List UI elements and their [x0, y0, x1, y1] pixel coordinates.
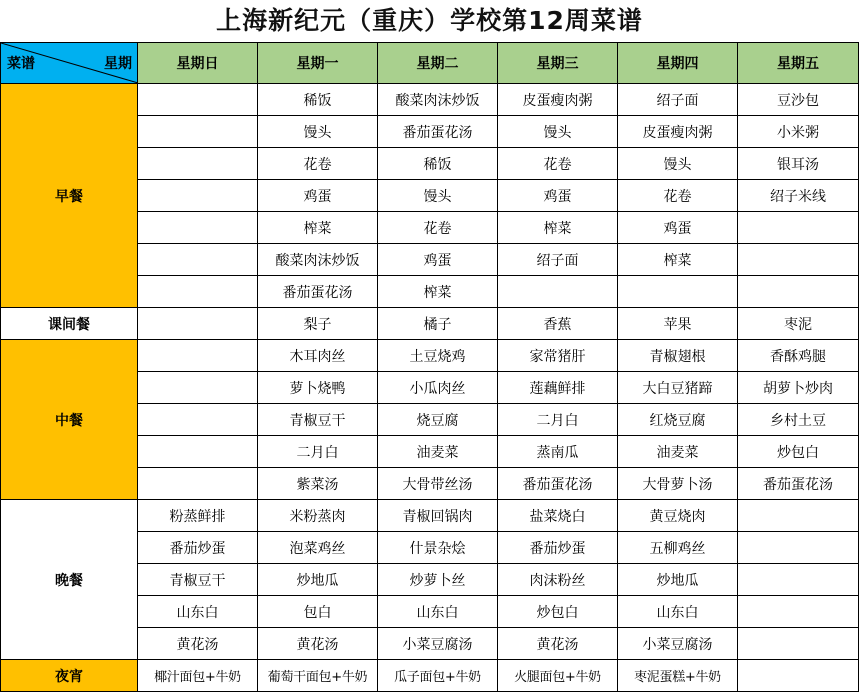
dish-cell: 葡萄干面包+牛奶	[258, 660, 378, 692]
dish-cell	[618, 276, 738, 308]
dish-cell: 鸡蛋	[258, 180, 378, 212]
dish-cell: 番茄蛋花汤	[258, 276, 378, 308]
dish-cell	[138, 308, 258, 340]
dish-cell	[138, 404, 258, 436]
dish-cell: 鸡蛋	[618, 212, 738, 244]
dish-cell	[138, 212, 258, 244]
dish-cell: 什景杂烩	[378, 532, 498, 564]
dish-cell: 番茄蛋花汤	[378, 116, 498, 148]
dish-cell: 酸菜肉沫炒饭	[378, 84, 498, 116]
day-header-tuesday: 星期二	[378, 43, 498, 84]
dish-cell: 泡菜鸡丝	[258, 532, 378, 564]
dish-cell: 馒头	[618, 148, 738, 180]
dish-cell: 紫菜汤	[258, 468, 378, 500]
page-title: 上海新纪元（重庆）学校第12周菜谱	[216, 6, 643, 35]
dish-cell: 绍子面	[498, 244, 618, 276]
dish-cell: 花卷	[258, 148, 378, 180]
dish-cell: 粉蒸鲜排	[138, 500, 258, 532]
dish-cell	[138, 84, 258, 116]
dish-cell: 炒地瓜	[258, 564, 378, 596]
dish-cell: 青椒翅根	[618, 340, 738, 372]
dish-cell: 土豆烧鸡	[378, 340, 498, 372]
dish-cell: 花卷	[618, 180, 738, 212]
dish-cell: 鸡蛋	[498, 180, 618, 212]
dish-cell: 青椒回锅肉	[378, 500, 498, 532]
dish-cell	[738, 628, 859, 660]
dish-cell: 大骨萝卜汤	[618, 468, 738, 500]
dish-cell: 榨菜	[618, 244, 738, 276]
menu-row	[1, 84, 859, 116]
dish-cell: 馒头	[378, 180, 498, 212]
dish-cell: 二月白	[498, 404, 618, 436]
dish-cell: 稀饭	[378, 148, 498, 180]
dish-cell: 青椒豆干	[138, 564, 258, 596]
meal-label-dinner: 晚餐	[1, 500, 138, 660]
dish-cell: 绍子面	[618, 84, 738, 116]
dish-cell: 小瓜肉丝	[378, 372, 498, 404]
dish-cell: 皮蛋瘦肉粥	[618, 116, 738, 148]
dish-cell: 椰汁面包+牛奶	[138, 660, 258, 692]
dish-cell: 小菜豆腐汤	[378, 628, 498, 660]
dish-cell	[138, 436, 258, 468]
dish-cell	[138, 468, 258, 500]
menu-table	[0, 42, 859, 692]
dish-cell: 萝卜烧鸭	[258, 372, 378, 404]
dish-cell: 番茄炒蛋	[138, 532, 258, 564]
dish-cell: 大骨带丝汤	[378, 468, 498, 500]
dish-cell	[738, 212, 859, 244]
dish-cell: 小菜豆腐汤	[618, 628, 738, 660]
dish-cell: 炒地瓜	[618, 564, 738, 596]
menu-row	[1, 340, 859, 372]
dish-cell: 大白豆猪蹄	[618, 372, 738, 404]
dish-cell: 盐菜烧白	[498, 500, 618, 532]
dish-cell: 火腿面包+牛奶	[498, 660, 618, 692]
dish-cell: 枣泥蛋糕+牛奶	[618, 660, 738, 692]
menu-row	[1, 660, 859, 692]
dish-cell: 米粉蒸肉	[258, 500, 378, 532]
dish-cell	[138, 148, 258, 180]
dish-cell	[738, 500, 859, 532]
dish-cell	[738, 564, 859, 596]
dish-cell: 馒头	[258, 116, 378, 148]
dish-cell: 山东白	[378, 596, 498, 628]
dish-cell: 鸡蛋	[378, 244, 498, 276]
dish-cell: 蒸南瓜	[498, 436, 618, 468]
dish-cell	[738, 596, 859, 628]
dish-cell	[738, 660, 859, 692]
dish-cell: 酸菜肉沫炒饭	[258, 244, 378, 276]
dish-cell: 梨子	[258, 308, 378, 340]
dish-cell: 肉沫粉丝	[498, 564, 618, 596]
dish-cell: 花卷	[378, 212, 498, 244]
dish-cell: 炒萝卜丝	[378, 564, 498, 596]
dish-cell	[138, 276, 258, 308]
day-header-wednesday: 星期三	[498, 43, 618, 84]
dish-cell: 黄花汤	[258, 628, 378, 660]
menu-row	[1, 500, 859, 532]
dish-cell	[498, 276, 618, 308]
dish-cell: 油麦菜	[378, 436, 498, 468]
dish-cell: 五柳鸡丝	[618, 532, 738, 564]
dish-cell: 番茄蛋花汤	[498, 468, 618, 500]
day-header-thursday: 星期四	[618, 43, 738, 84]
dish-cell: 花卷	[498, 148, 618, 180]
corner-label-weekday: 星期	[104, 56, 132, 72]
dish-cell	[138, 116, 258, 148]
dish-cell: 山东白	[618, 596, 738, 628]
dish-cell: 小米粥	[738, 116, 859, 148]
dish-cell: 青椒豆干	[258, 404, 378, 436]
dish-cell: 香酥鸡腿	[738, 340, 859, 372]
corner-label-menu: 菜谱	[7, 56, 35, 72]
meal-label-lunch: 中餐	[1, 340, 138, 500]
dish-cell: 番茄蛋花汤	[738, 468, 859, 500]
dish-cell: 黄花汤	[138, 628, 258, 660]
dish-cell: 香蕉	[498, 308, 618, 340]
corner-header-cell	[1, 43, 138, 84]
dish-cell: 炒包白	[498, 596, 618, 628]
day-header-sunday: 星期日	[138, 43, 258, 84]
dish-cell	[138, 372, 258, 404]
day-header-row	[1, 43, 859, 84]
dish-cell	[138, 340, 258, 372]
dish-cell: 绍子米线	[738, 180, 859, 212]
dish-cell: 乡村土豆	[738, 404, 859, 436]
dish-cell: 皮蛋瘦肉粥	[498, 84, 618, 116]
dish-cell: 莲藕鲜排	[498, 372, 618, 404]
dish-cell: 二月白	[258, 436, 378, 468]
dish-cell: 银耳汤	[738, 148, 859, 180]
dish-cell: 黄豆烧肉	[618, 500, 738, 532]
dish-cell: 红烧豆腐	[618, 404, 738, 436]
dish-cell: 山东白	[138, 596, 258, 628]
dish-cell: 炒包白	[738, 436, 859, 468]
dish-cell: 榨菜	[258, 212, 378, 244]
meal-label-supper: 夜宵	[1, 660, 138, 692]
dish-cell: 黄花汤	[498, 628, 618, 660]
dish-cell: 包白	[258, 596, 378, 628]
dish-cell	[738, 276, 859, 308]
dish-cell: 豆沙包	[738, 84, 859, 116]
dish-cell: 番茄炒蛋	[498, 532, 618, 564]
dish-cell: 枣泥	[738, 308, 859, 340]
dish-cell: 榨菜	[498, 212, 618, 244]
day-header-monday: 星期一	[258, 43, 378, 84]
meal-label-snack: 课间餐	[1, 308, 138, 340]
dish-cell	[138, 244, 258, 276]
meal-label-breakfast: 早餐	[1, 84, 138, 308]
menu-row	[1, 308, 859, 340]
dish-cell: 苹果	[618, 308, 738, 340]
dish-cell: 橘子	[378, 308, 498, 340]
day-header-friday: 星期五	[738, 43, 859, 84]
dish-cell: 瓜子面包+牛奶	[378, 660, 498, 692]
dish-cell: 馒头	[498, 116, 618, 148]
dish-cell	[738, 532, 859, 564]
dish-cell: 稀饭	[258, 84, 378, 116]
dish-cell: 榨菜	[378, 276, 498, 308]
dish-cell: 油麦菜	[618, 436, 738, 468]
dish-cell: 木耳肉丝	[258, 340, 378, 372]
dish-cell: 家常猪肝	[498, 340, 618, 372]
dish-cell: 烧豆腐	[378, 404, 498, 436]
dish-cell: 胡萝卜炒肉	[738, 372, 859, 404]
dish-cell	[138, 180, 258, 212]
dish-cell	[738, 244, 859, 276]
